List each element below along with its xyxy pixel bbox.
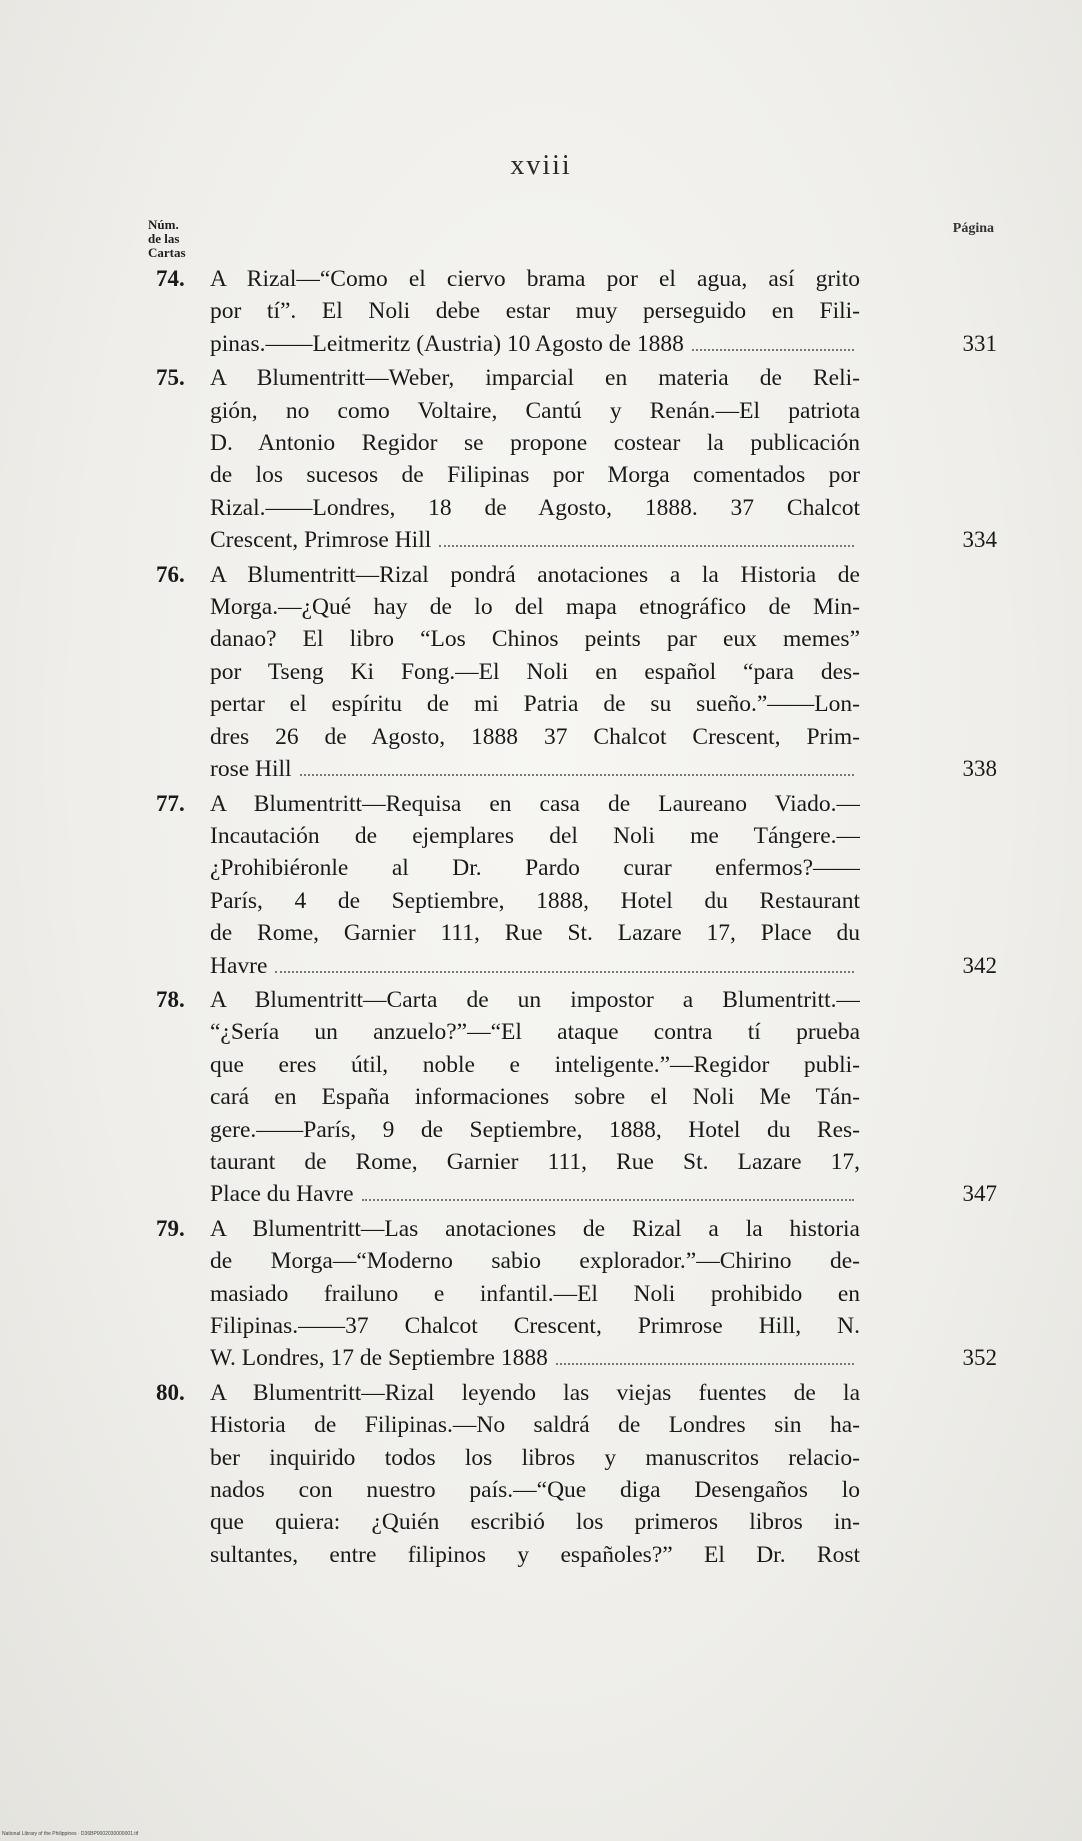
letter-summary (210, 788, 860, 982)
letter-entry (150, 362, 1000, 556)
dot-leader (439, 545, 854, 547)
summary-text: rose Hill (210, 756, 292, 783)
summary-text: Havre (210, 952, 268, 979)
summary-line: gión, no como Voltaire, Cantú y Renán.—El patriota (210, 397, 860, 424)
summary-line: danao? El libro “Los Chinos peints par eux memes” (210, 626, 860, 653)
summary-line: A Blumentritt—Weber, imparcial en materia de Reli- (210, 365, 860, 392)
dot-leader (275, 971, 854, 973)
summary-line: nados con nuestro país.—“Que diga Desengaños lo (210, 1477, 860, 1504)
summary-line: pertar el espíritu de mi Patria de su sueño.”——Lon- (210, 691, 860, 718)
column-heading-page: Página (952, 221, 994, 236)
summary-text: pinas.——Leitmeritz (Austria) 10 Agosto de 1888 (210, 330, 684, 357)
letter-number: 74. (156, 266, 185, 291)
dot-leader (362, 1199, 854, 1201)
letter-summary (210, 1213, 860, 1375)
summary-line: A Blumentritt—Las anotaciones de Rizal a la historia (210, 1215, 860, 1242)
summary-line: Rizal.——Londres, 18 de Agosto, 1888. 37 Chalcot (210, 494, 860, 521)
summary-line-last (210, 524, 860, 556)
column-heading-letter-number (148, 218, 186, 260)
column-heading-line: de las (148, 231, 180, 246)
summary-line: Morga.—¿Qué hay de lo del mapa etnográfico de Min- (210, 594, 860, 621)
page-reference: 338 (962, 756, 997, 782)
summary-text: Crescent, Primrose Hill (210, 527, 432, 554)
footer-watermark: National Library of the Philippines · D36BP0002030000001.tif (2, 1831, 139, 1837)
letter-summary (210, 559, 860, 786)
summary-line: A Blumentritt—Rizal leyendo las viejas fuentes de la (210, 1379, 860, 1406)
letter-summary (210, 362, 860, 556)
letter-summary (210, 263, 860, 360)
page-reference: 352 (962, 1345, 997, 1371)
summary-line: D. Antonio Regidor se propone costear la publicación (210, 430, 860, 457)
page-reference: 331 (962, 330, 997, 356)
summary-line-last (210, 950, 860, 982)
dot-leader (556, 1363, 854, 1365)
summary-line: de los sucesos de Filipinas por Morga comentados por (210, 462, 860, 489)
summary-line: dres 26 de Agosto, 1888 37 Chalcot Crescent, Prim- (210, 723, 860, 750)
page-number: xviii (510, 150, 572, 181)
letter-number: 77. (156, 790, 185, 816)
dot-leader (692, 349, 854, 351)
letter-entry (150, 263, 1000, 360)
summary-line: A Rizal—“Como el ciervo brama por el agua, así grito (210, 266, 860, 292)
summary-line-last (210, 753, 860, 785)
summary-line: de Rome, Garnier 111, Rue St. Lazare 17, Place du (210, 920, 860, 947)
column-heading-line: Núm. (148, 217, 179, 232)
page-reference: 334 (962, 527, 997, 553)
summary-line: taurant de Rome, Garnier 111, Rue St. Lazare 17, (210, 1148, 860, 1175)
summary-line: ¿Prohibiéronle al Dr. Pardo curar enfermos?—— (210, 855, 860, 882)
letter-entry (150, 788, 1000, 982)
summary-line: masiado frailuno e infantil.—El Noli prohibido en (210, 1280, 860, 1307)
summary-line: Filipinas.——37 Chalcot Crescent, Primrose Hill, N. (210, 1313, 860, 1339)
letter-entry (150, 1213, 1000, 1375)
summary-line: “¿Sería un anzuelo?”—“El ataque contra tí prueba (210, 1019, 860, 1046)
letter-number: 78. (156, 986, 185, 1012)
letter-summary (210, 1377, 860, 1571)
letter-entry (150, 1377, 1000, 1571)
summary-line: Incautación de ejemplares del Noli me Tángere.— (210, 822, 860, 849)
summary-line: que eres útil, noble e inteligente.”—Regidor publi- (210, 1051, 860, 1078)
summary-line: cará en España informaciones sobre el Noli Me Tán- (210, 1084, 860, 1111)
summary-line: por Tseng Ki Fong.—El Noli en español “para des- (210, 658, 860, 685)
letter-number: 76. (156, 561, 185, 587)
summary-line: París, 4 de Septiembre, 1888, Hotel du Restaurant (210, 887, 860, 914)
letter-summary (210, 984, 860, 1211)
summary-line-last (210, 328, 860, 360)
summary-text: Place du Havre (210, 1181, 354, 1208)
summary-line-last (210, 1178, 860, 1210)
summary-line: que quiera: ¿Quién escribió los primeros libros in- (210, 1509, 860, 1536)
summary-line: sultantes, entre filipinos y españoles?” El Dr. Rost (210, 1541, 860, 1568)
letter-entry (150, 984, 1000, 1211)
column-heading-line: Cartas (148, 245, 186, 260)
summary-line: gere.——París, 9 de Septiembre, 1888, Hotel du Res- (210, 1116, 860, 1143)
page-reference: 342 (962, 952, 997, 978)
letter-number: 79. (156, 1215, 185, 1241)
summary-line: A Blumentritt—Rizal pondrá anotaciones a la Historia de (210, 561, 860, 588)
summary-line-last (210, 1342, 860, 1374)
table-of-contents (150, 263, 1000, 1573)
dot-leader (300, 774, 854, 776)
summary-line: A Blumentritt—Carta de un impostor a Blumentritt.— (210, 986, 860, 1013)
summary-text: W. Londres, 17 de Septiembre 1888 (210, 1345, 548, 1372)
letter-number: 80. (156, 1379, 185, 1405)
summary-line: de Morga—“Moderno sabio explorador.”—Chirino de- (210, 1248, 860, 1275)
letter-entry (150, 559, 1000, 786)
page-reference: 347 (962, 1181, 997, 1207)
letter-number: 75. (156, 365, 185, 391)
summary-line: Historia de Filipinas.—No saldrá de Londres sin ha- (210, 1412, 860, 1439)
summary-line: A Blumentritt—Requisa en casa de Laureano Viado.— (210, 790, 860, 817)
summary-line: ber inquirido todos los libros y manuscritos relacio- (210, 1444, 860, 1471)
summary-line: por tí”. El Noli debe estar muy perseguido en Fili- (210, 298, 860, 325)
